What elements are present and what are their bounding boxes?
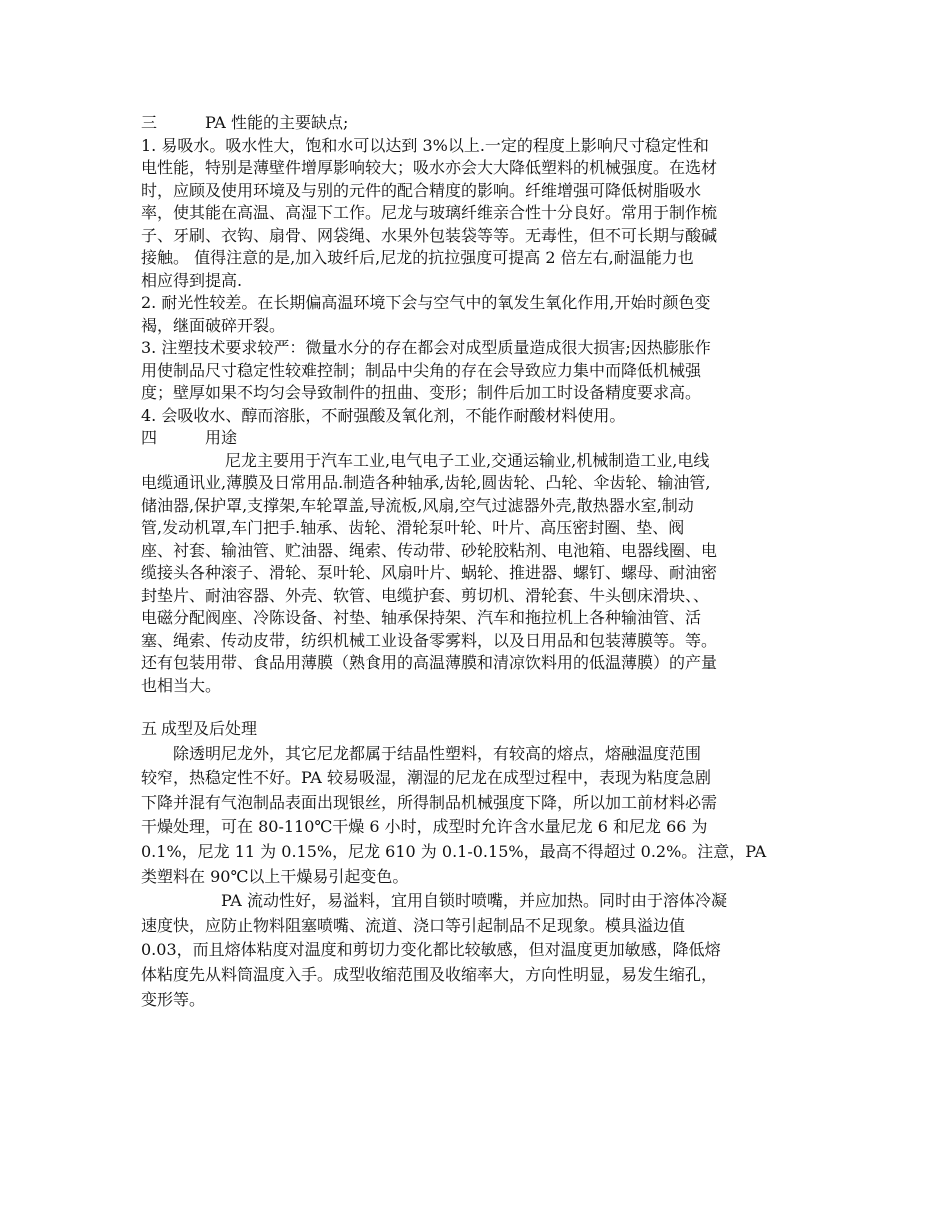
section-4-heading (141, 427, 811, 450)
text-line: 下降并混有气泡制品表面出现银丝，所得制品机械强度下降，所以加工前材料必需 (141, 792, 718, 812)
document-page (141, 112, 811, 1012)
section-number: 三 (141, 113, 158, 132)
text-line: 0.03，而且熔体粘度对温度和剪切力变化都比较敏感，但对温度更加敏感，降低熔 (141, 940, 721, 960)
section-4-applications (141, 427, 811, 697)
text-line: PA 流动性好，易溢料，宜用自锁时喷嘴，并应加热。同时由于溶体冷凝 (221, 891, 727, 911)
text-line: 时，应顾及使用环境及与别的元件的配合精度的影响。纤维增强可降低树脂吸水 (141, 180, 702, 200)
section-title: 成型及后处理 (161, 719, 258, 738)
section-title: 用途 (205, 428, 238, 447)
text-line: 较窄，热稳定性不好。PA 较易吸湿，潮湿的尼龙在成型过程中，表现为粘度急剧 (141, 768, 711, 788)
section-4-body (141, 450, 811, 698)
section-5-heading (141, 717, 811, 742)
text-line: 干燥处理，可在 80-110℃干燥 6 小时，成型时允许含水量尼龙 6 和尼龙 66 为 (141, 817, 708, 837)
section-5-molding (141, 717, 811, 1012)
text-line: 尼龙主要用于汽车工业,电气电子工业,交通运输业,机械制造工业,电线 (225, 450, 710, 470)
text-line: 电磁分配阀座、冷陈设备、衬垫、轴承保持架、汽车和拖拉机上各种输油管、活 (141, 608, 702, 627)
text-line: 除透明尼龙外，其它尼龙都属于结晶性塑料，有较高的熔点，熔融温度范围 (173, 743, 702, 763)
text-line: 塞、绳索、传动皮带，纺织机械工业设备零雾料，以及日用品和包装薄膜等。等。 (141, 630, 718, 650)
text-line: 速度快，应防止物料阻塞喷嘴、流道、浇口等引起制品不足现象。模具溢边值 (141, 915, 686, 935)
section-number: 四 (141, 428, 158, 447)
text-line: 2. 耐光性较差。在长期偏高温环境下会与空气中的氧发生氧化作用,开始时颜色变 (141, 293, 711, 312)
section-3-body (141, 135, 811, 428)
section-5-paragraph-1 (141, 742, 811, 890)
text-line: 管,发动机罩,车门把手.轴承、齿轮、滑轮泵叶轮、叶片、高压密封圈、垫、阀 (141, 518, 685, 537)
text-line: 接触。 值得注意的是,加入玻纤后,尼龙的抗拉强度可提高 2 倍左右,耐温能力也 (141, 248, 694, 267)
text-line: 座、衬套、输油管、贮油器、绳索、传动带、砂轮胶粘剂、电池箱、电器线圈、电 (141, 540, 718, 560)
text-line: 封垫片、耐油容器、外壳、软管、电缆护套、剪切机、滑轮套、牛头刨床滑块、、 (141, 585, 710, 605)
text-line: 缆接头各种滚子、滑轮、泵叶轮、风扇叶片、蜗轮、推进器、螺钉、螺母、耐油密 (141, 563, 718, 582)
text-line: 储油器,保护罩,支撑架,车轮罩盖,导流板,风扇,空气过滤器外壳,散热器水室,制动 (141, 495, 694, 515)
paragraph-gap (141, 697, 811, 717)
text-line: 电缆通讯业,薄膜及日常用品.制造各种轴承,齿轮,圆齿轮、凸轮、伞齿轮、输油管, (141, 473, 711, 492)
text-line: 还有包装用带、食品用薄膜（熟食用的高温薄膜和清凉饮料用的低温薄膜）的产量 (141, 653, 718, 672)
section-3-heading (141, 112, 811, 135)
text-line: 褐，继面破碎开裂。 (141, 315, 286, 335)
text-line: 1. 易吸水。吸水性大，饱和水可以达到 3%以上.一定的程度上影响尺寸稳定性和 (141, 135, 709, 155)
section-number: 五 (141, 719, 158, 738)
text-line: 度；壁厚如果不均匀会导致制件的扭曲、变形；制件后加工时设备精度要求高。 (141, 383, 702, 402)
text-line: 4. 会吸收水、醇而溶胀，不耐强酸及氧化剂，不能作耐酸材料使用。 (141, 405, 626, 425)
text-line: 子、牙刷、衣钩、扇骨、网袋绳、水果外包装袋等等。无毒性，但不可长期与酸碱 (141, 225, 718, 245)
text-line: 率，使其能在高温、高湿下工作。尼龙与玻璃纤维亲合性十分良好。常用于制作梳 (141, 203, 718, 222)
text-line: 类塑料在 90℃以上干燥易引起变色。 (141, 866, 409, 886)
text-line: 3. 注塑技术要求较严：微量水分的存在都会对成型质量造成很大损害;因热膨胀作 (141, 338, 711, 357)
text-line: 相应得到提高. (141, 270, 243, 290)
text-line: 体粘度先从料筒温度入手。成型收缩范围及收缩率大，方向性明显，易发生缩孔， (141, 964, 718, 984)
text-line: 0.1%，尼龙 11 为 0.15%，尼龙 610 为 0.1-0.15%，最高不得超过 0.2%。注意，PA (141, 841, 767, 861)
section-title: PA 性能的主要缺点; (205, 113, 349, 132)
text-line: 也相当大。 (141, 675, 222, 695)
text-line: 变形等。 (141, 989, 206, 1009)
section-3-shortcomings (141, 112, 811, 427)
section-5-paragraph-2 (141, 889, 811, 1012)
text-line: 电性能，特别是薄壁件增厚影响较大；吸水亦会大大降低塑料的机械强度。在选材 (141, 158, 718, 177)
text-line: 用使制品尺寸稳定性较难控制；制品中尖角的存在会导致应力集中而降低机械强 (141, 360, 702, 380)
